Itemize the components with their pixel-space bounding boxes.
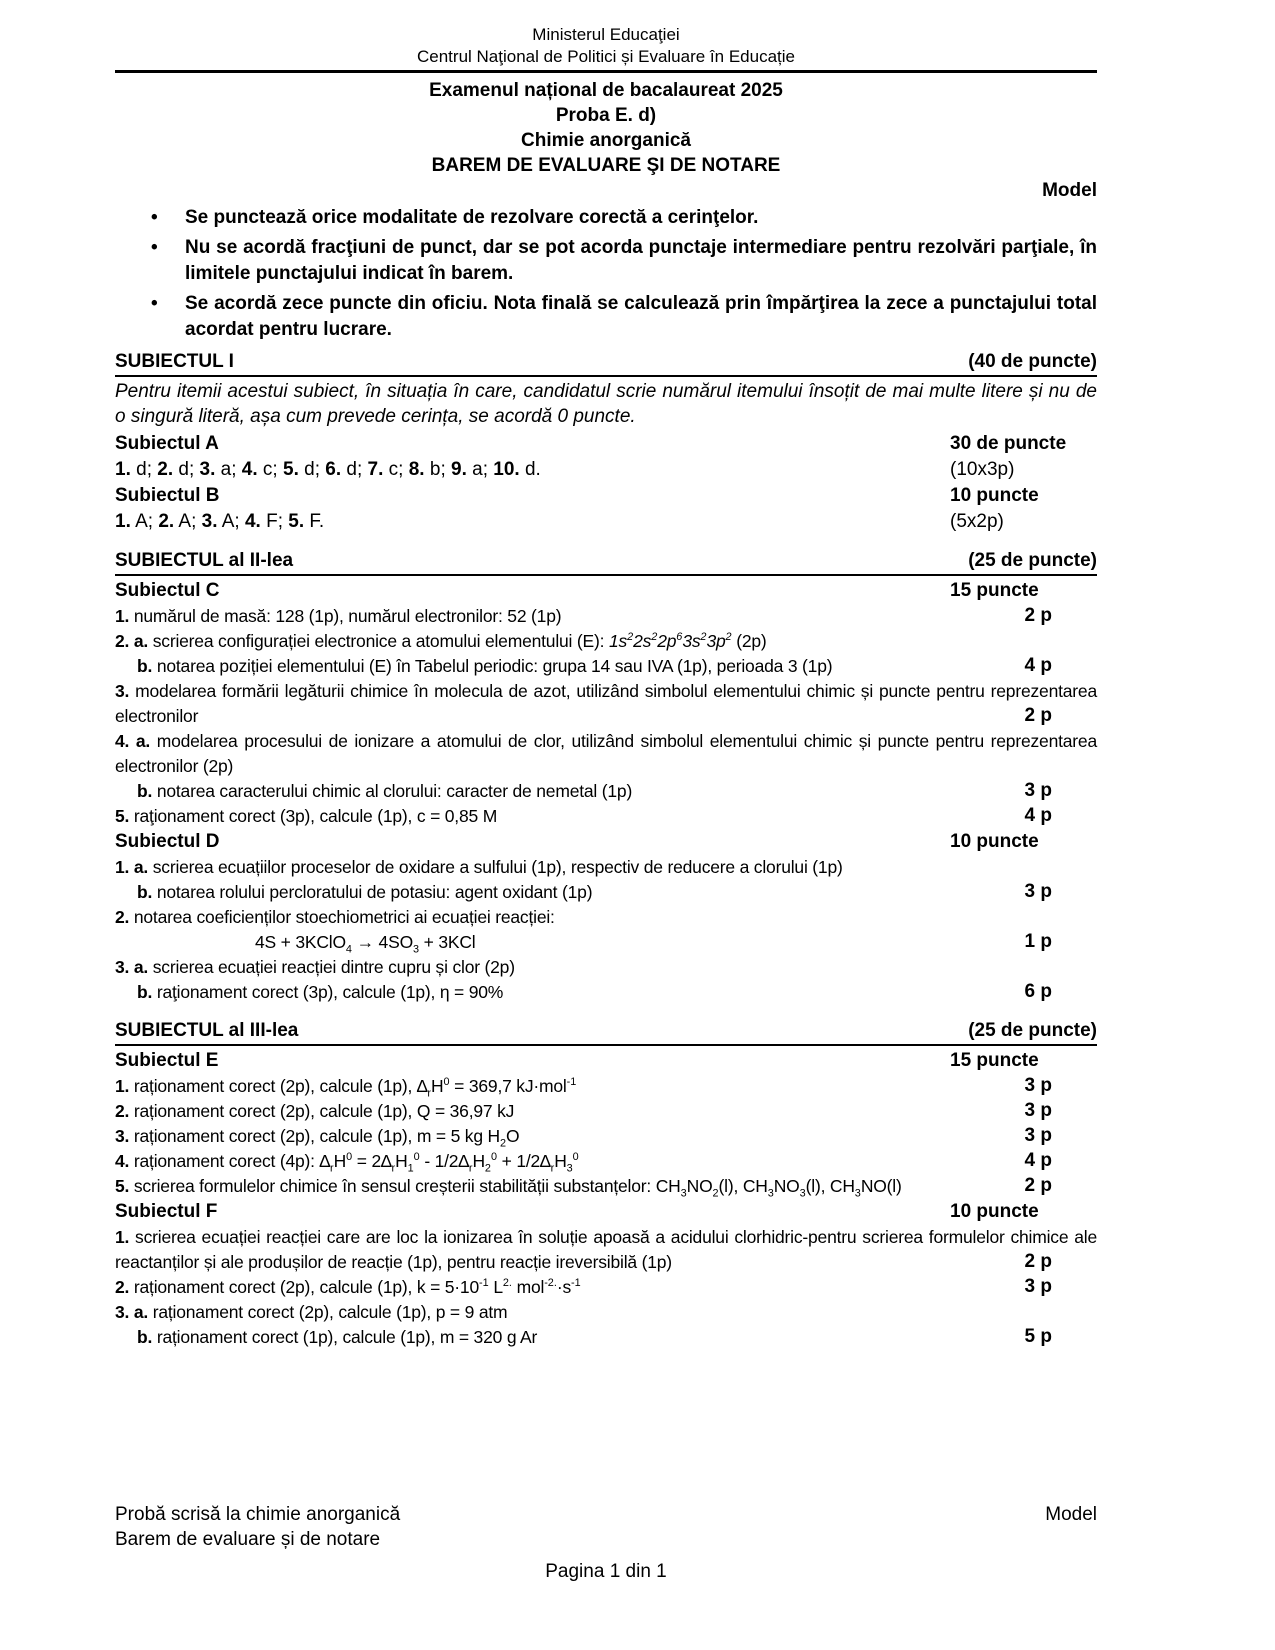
text-segment: 0	[346, 1151, 353, 1164]
item-text	[115, 1300, 1097, 1325]
text-segment: raționament corect (2p), calcule (1p), p = 9 atm	[148, 1302, 508, 1322]
document-content-area	[115, 0, 1097, 1350]
points-value: 2 p	[1024, 705, 1052, 726]
text-segment: 3	[680, 1187, 687, 1200]
text-segment: 4. a.	[115, 731, 151, 751]
text-segment: raționament corect (4p): ∆	[129, 1151, 331, 1171]
text-segment: 3.	[115, 1126, 130, 1146]
text-segment: scrierea ecuației reacției care are loc la ionizarea în soluție apoasă a acidului clorhidric-pentru scrierea formulelor chimice ale reactanților și ale produșilor de reacție (1p), pentru reacție ireversibilă (1p)	[115, 1227, 1097, 1272]
text-segment: H	[395, 1151, 408, 1171]
subsection-points: 10 puncte	[950, 831, 1039, 852]
text-segment: A;	[130, 511, 159, 532]
page-footer	[115, 1502, 1097, 1584]
spacer	[115, 1005, 1097, 1018]
text-segment: scrierea configurației electronice a atomului elementului (E):	[148, 631, 609, 651]
item-line	[115, 1225, 1097, 1275]
text-segment: F;	[260, 511, 289, 532]
chemical-equation	[115, 930, 1097, 955]
item-text	[115, 1074, 1097, 1099]
text-segment: 1.	[115, 1227, 130, 1247]
item-line	[115, 629, 1097, 654]
text-segment: 3	[854, 1187, 861, 1200]
text-segment: d;	[341, 459, 368, 480]
points-value: 4 p	[1024, 1150, 1052, 1171]
text-segment: -2.	[544, 1277, 557, 1290]
text-segment: 2.	[115, 907, 130, 927]
text-segment: A;	[217, 511, 245, 532]
exam-doc-type: BAREM DE EVALUARE ŞI DE NOTARE	[431, 155, 781, 176]
subsection-title: Subiectul D	[115, 831, 220, 852]
text-segment: modelarea procesului de ionizare a atomului de clor, utilizând simbolul elementului chimic și puncte pentru reprezentarea electronilor (2p)	[115, 731, 1098, 776]
text-segment: a;	[466, 459, 494, 480]
points-value: 2 p	[1024, 605, 1052, 626]
text-segment: d.	[519, 459, 541, 480]
item-text	[115, 1124, 1097, 1149]
text-segment: 3. a.	[115, 1302, 149, 1322]
item-line	[115, 905, 1097, 930]
text-segment: 5.	[115, 806, 130, 826]
text-segment: 3	[767, 1187, 774, 1200]
item-line	[115, 1275, 1097, 1300]
section-points: (40 de puncte)	[968, 351, 1097, 372]
item-line	[115, 1300, 1097, 1325]
subsection-title: Subiectul C	[115, 580, 220, 601]
text-segment: = 2∆	[352, 1151, 392, 1171]
document-content	[115, 349, 1097, 1350]
rule-item: • Se punctează orice modalitate de rezolvare corectă a cerinţelor.	[185, 205, 1097, 231]
footer-doc-type: Probă scrisă la chimie anorganică	[115, 1504, 401, 1525]
text-segment: 5.	[115, 1176, 130, 1196]
text-segment: -1	[571, 1277, 581, 1290]
rules-list	[115, 205, 1097, 343]
points-value: 3 p	[1024, 780, 1052, 801]
item-text	[137, 880, 1097, 905]
footer-page-number: Pagina 1 din 1	[545, 1561, 667, 1582]
tab-label: (10x3p)	[950, 459, 1015, 480]
text-segment: (l), CH	[805, 1176, 855, 1196]
text-segment: 2s	[633, 631, 652, 651]
points-value: 3 p	[1024, 1100, 1052, 1121]
exam-subject: Chimie anorganică	[521, 130, 691, 151]
text-segment: 4.	[115, 1151, 130, 1171]
text-segment: numărul de masă: 128 (1p), numărul electronilor: 52 (1p)	[129, 606, 562, 626]
text-segment: 1. a.	[115, 857, 149, 877]
item-text	[115, 855, 1097, 880]
text-segment: 3p	[706, 631, 726, 651]
text-segment: 2p	[657, 631, 677, 651]
text-segment: 1	[407, 1162, 414, 1175]
subsection-points: 10 puncte	[950, 1201, 1039, 1222]
item-line	[115, 1124, 1097, 1149]
exam-proba: Proba E. d)	[555, 105, 657, 126]
item-line	[115, 980, 1097, 1005]
item-text	[137, 980, 1097, 1005]
points-value: 3 p	[1024, 1276, 1052, 1297]
text-segment: raționament corect (2p), calcule (1p), m = 5 kg H	[129, 1126, 500, 1146]
text-segment: H	[431, 1076, 444, 1096]
text-segment: 1.	[115, 459, 131, 480]
text-segment: b.	[137, 882, 153, 902]
text-segment: r	[468, 1162, 473, 1175]
spacer	[115, 535, 1097, 548]
section-points: (25 de puncte)	[968, 1020, 1097, 1041]
note-paragraph: Pentru itemii acestui subiect, în situația în care, candidatul scrie numărul itemului însoțit de mai multe litere și nu de o singură literă, așa cum prevede cerința, se acordă 0 puncte.	[115, 381, 1097, 427]
text-segment: 2.	[115, 1101, 130, 1121]
text-segment: 4.	[244, 511, 261, 532]
item-line	[115, 604, 1097, 629]
text-segment: raționament corect (2p), calcule (1p), Q = 36,97 kJ	[129, 1101, 515, 1121]
text-segment: notarea rolului percloratului de potasiu: agent oxidant (1p)	[152, 882, 593, 902]
text-segment: 0	[413, 1151, 420, 1164]
text-segment: 0	[443, 1076, 450, 1089]
item-text	[115, 1099, 1097, 1124]
document-header	[115, 0, 1097, 68]
text-segment: c;	[383, 459, 409, 480]
text-segment: -1	[479, 1277, 489, 1290]
subsection-heading	[115, 1199, 1097, 1225]
answer-key-b	[115, 509, 1097, 535]
text-segment: F.	[304, 511, 325, 532]
text-segment: H	[472, 1151, 485, 1171]
item-text	[115, 1174, 1097, 1199]
text-segment: - 1/2∆	[419, 1151, 469, 1171]
text-segment: raţionament corect (3p), calcule (1p), c = 0,85 M	[129, 806, 498, 826]
text-segment: 3.	[201, 511, 218, 532]
section-heading	[115, 548, 1097, 576]
text-segment: 2	[725, 631, 732, 644]
text-segment: 2	[700, 631, 707, 644]
header-divider	[115, 70, 1097, 73]
subsection-heading	[115, 829, 1097, 855]
text-segment: r	[427, 1087, 432, 1100]
text-segment: 2. a.	[115, 631, 149, 651]
item-text	[115, 679, 1097, 729]
section-title: SUBIECTUL I	[115, 351, 234, 372]
text-segment: notarea coeficienților stoechiometrici ai ecuației reacției:	[129, 907, 555, 927]
item-text	[115, 1275, 1097, 1300]
text-segment: raționament corect (2p), calcule (1p), ∆	[129, 1076, 428, 1096]
item-text	[115, 729, 1097, 779]
center-name: Centrul Naţional de Politici și Evaluare în Educație	[417, 47, 795, 66]
text-segment: NO	[686, 1176, 713, 1196]
text-segment: ·s	[556, 1277, 572, 1297]
subsection-title: Subiectul B	[115, 485, 220, 506]
text-segment: 2.	[115, 1277, 130, 1297]
text-segment: (l), CH	[718, 1176, 768, 1196]
subsection-heading	[115, 431, 1097, 457]
item-text	[115, 629, 1097, 654]
points-value: 6 p	[1024, 981, 1052, 1002]
text-segment: + 3KCl	[419, 932, 476, 952]
text-segment: b.	[137, 781, 153, 801]
item-line	[115, 1174, 1097, 1199]
item-line	[115, 855, 1097, 880]
text-segment: 1s	[608, 631, 628, 651]
item-text	[115, 1149, 1097, 1174]
points-value: 4 p	[1024, 805, 1052, 826]
text-segment: = 369,7 kJ·mol	[449, 1076, 567, 1096]
text-segment: b.	[137, 656, 153, 676]
item-line	[115, 729, 1097, 779]
subsection-title: Subiectul F	[115, 1201, 218, 1222]
text-segment: 6	[676, 631, 683, 644]
item-text	[115, 604, 1097, 629]
text-segment: r	[550, 1162, 555, 1175]
text-segment: 3	[799, 1187, 806, 1200]
item-text	[115, 509, 950, 535]
item-line	[115, 679, 1097, 729]
text-segment: 3	[412, 943, 420, 956]
section-title: SUBIECTUL al III-lea	[115, 1020, 299, 1041]
text-segment: (2p)	[731, 631, 767, 651]
text-segment: scrierea formulelor chimice în sensul creșterii stabilității substanțelor: CH	[129, 1176, 681, 1196]
text-segment: 2.	[158, 511, 175, 532]
points-value: 5 p	[1024, 1326, 1052, 1347]
item-text	[137, 654, 1097, 679]
item-line	[115, 804, 1097, 829]
subsection-points: 10 puncte	[950, 485, 1039, 506]
text-segment: 2	[484, 1162, 491, 1175]
text-segment: b.	[137, 1327, 153, 1347]
text-segment: 0	[572, 1151, 579, 1164]
text-segment: c;	[257, 459, 283, 480]
text-segment: 1.	[115, 606, 130, 626]
footer-doc-subtitle: Barem de evaluare și de notare	[115, 1529, 381, 1550]
text-segment: 4S + 3KClO	[255, 932, 346, 952]
text-segment: raționament corect (2p), calcule (1p), k = 5·10	[129, 1277, 480, 1297]
item-text	[115, 930, 1097, 955]
item-line	[115, 1149, 1097, 1174]
text-segment: scrierea ecuațiilor proceselor de oxidare a sulfului (1p), respectiv de reducere a clorului (1p)	[148, 857, 843, 877]
text-segment: r	[330, 1162, 334, 1175]
points-value: 2 p	[1024, 1251, 1052, 1272]
text-segment: b.	[137, 982, 153, 1002]
text-segment: O	[506, 1126, 520, 1146]
item-text	[115, 457, 950, 483]
text-segment: A;	[174, 511, 202, 532]
text-segment: 3	[566, 1162, 573, 1175]
item-line	[115, 955, 1097, 980]
item-text	[115, 804, 1097, 829]
text-segment: 3.	[115, 681, 130, 701]
points-value: 3 p	[1024, 1075, 1052, 1096]
text-segment: H	[554, 1151, 567, 1171]
text-segment: + 1/2∆	[496, 1151, 551, 1171]
item-line	[115, 880, 1097, 905]
text-segment: 2.	[157, 459, 174, 480]
points-value: 1 p	[1024, 931, 1052, 952]
subsection-points: 15 puncte	[950, 1050, 1039, 1071]
text-segment: 3. a.	[115, 957, 149, 977]
text-segment: 3.	[199, 459, 216, 480]
text-segment: NO(l)	[860, 1176, 902, 1196]
rule-item: • Nu se acordă fracţiuni de punct, dar se pot acorda punctaje intermediare pentru rezolvări parţiale, în limitele punctajului indicat în barem.	[185, 235, 1097, 287]
item-text	[115, 955, 1097, 980]
text-segment: L	[488, 1277, 503, 1297]
ministry-name: Ministerul Educaţiei	[532, 25, 680, 44]
text-segment: r	[391, 1162, 396, 1175]
section-title: SUBIECTUL al II-lea	[115, 550, 294, 571]
points-value: 4 p	[1024, 655, 1052, 676]
text-segment: H	[333, 1151, 347, 1171]
subsection-points: 30 de puncte	[950, 433, 1067, 454]
points-value: 2 p	[1024, 1175, 1052, 1196]
answer-key-a	[115, 457, 1097, 483]
text-segment: d;	[173, 459, 200, 480]
text-segment: a;	[215, 459, 242, 480]
footer-model-label: Model	[1045, 1504, 1097, 1525]
text-segment: 7.	[367, 459, 384, 480]
points-value: 3 p	[1024, 881, 1052, 902]
text-segment: modelarea formării legăturii chimice în molecula de azot, utilizând simbolul elementului chimic și puncte pentru reprezentarea electronilor	[115, 681, 1097, 726]
text-segment: -1	[566, 1076, 577, 1089]
text-segment: 2	[712, 1187, 719, 1200]
text-segment: 2	[499, 1137, 507, 1150]
section-heading	[115, 1018, 1097, 1046]
text-segment: 10.	[493, 459, 520, 480]
text-segment: 1.	[115, 1076, 130, 1096]
item-line	[115, 1099, 1097, 1124]
exam-title: Examenul național de bacalaureat 2025	[429, 80, 783, 101]
text-segment: notarea poziției elementului (E) în Tabelul periodic: grupa 14 sau IVA (1p), perioada 3 (1p)	[152, 656, 833, 676]
text-segment: 2	[651, 631, 658, 644]
text-segment: d;	[298, 459, 326, 480]
subsection-heading	[115, 483, 1097, 509]
text-segment: 0	[490, 1151, 497, 1164]
subsection-title: Subiectul E	[115, 1050, 219, 1071]
item-line	[115, 654, 1097, 679]
item-line	[115, 1325, 1097, 1350]
item-text	[137, 779, 1097, 804]
rule-item: • Se acordă zece puncte din oficiu. Nota finală se calculează prin împărţirea la zece a punctajului total acordat pentru lucrare.	[185, 291, 1097, 343]
text-segment: 4.	[241, 459, 258, 480]
section-heading	[115, 349, 1097, 377]
item-text	[137, 1325, 1097, 1350]
text-segment: 2	[627, 631, 634, 644]
text-segment: b;	[424, 459, 451, 480]
title-block	[115, 78, 1097, 178]
text-segment: d;	[130, 459, 158, 480]
text-segment: scrierea ecuației reacției dintre cupru și clor (2p)	[148, 957, 515, 977]
text-segment: 3s	[682, 631, 701, 651]
text-segment: 1.	[115, 511, 131, 532]
item-line	[115, 1074, 1097, 1099]
text-segment: 5.	[288, 511, 305, 532]
text-segment: 2.	[502, 1277, 512, 1290]
section-points: (25 de puncte)	[968, 550, 1097, 571]
text-segment: raționament corect (1p), calcule (1p), m = 320 g Ar	[152, 1327, 538, 1347]
item-text	[115, 1225, 1097, 1275]
points-value: 3 p	[1024, 1125, 1052, 1146]
text-segment: 9.	[451, 459, 467, 480]
text-segment: 6.	[325, 459, 342, 480]
subsection-points: 15 puncte	[950, 580, 1039, 601]
text-segment: 4	[345, 943, 352, 956]
footer-row	[115, 1502, 1097, 1527]
text-segment: → 4SO	[351, 932, 413, 952]
text-segment: NO	[773, 1176, 800, 1196]
text-segment: mol	[511, 1277, 545, 1297]
text-segment: notarea caracterului chimic al clorului: caracter de nemetal (1p)	[152, 781, 633, 801]
text-segment: 5.	[283, 459, 299, 480]
tab-label: (5x2p)	[950, 511, 1004, 532]
text-segment: 8.	[408, 459, 425, 480]
item-line	[115, 779, 1097, 804]
text-segment: raţionament corect (3p), calcule (1p), η = 90%	[152, 982, 504, 1002]
subsection-heading	[115, 1048, 1097, 1074]
subsection-heading	[115, 578, 1097, 604]
item-text	[115, 905, 1097, 930]
model-label: Model	[1042, 180, 1097, 201]
subsection-title: Subiectul A	[115, 433, 219, 454]
